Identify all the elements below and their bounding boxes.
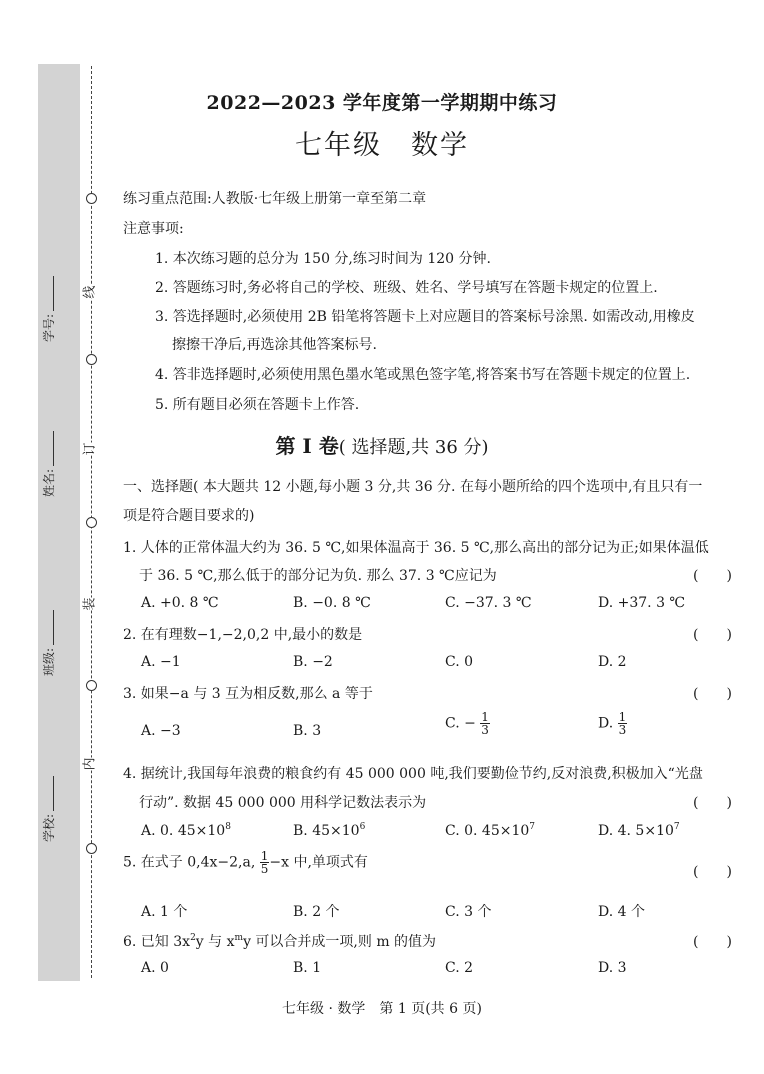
- exponent: 2: [190, 933, 196, 943]
- fraction: [260, 850, 270, 875]
- binding-hole: [86, 193, 97, 204]
- class-line: [43, 610, 54, 645]
- option-c-prefix: C. −: [445, 715, 476, 732]
- cut-mark-ding: 订: [82, 442, 98, 456]
- notice-item: 3. 答选择题时,必须使用 2B 铅笔将答题卡上对应题目的答案标号涂黑. 如需改动,用橡皮: [155, 309, 695, 325]
- question-2-stem: 2. 在有理数−1,−2,0,2 中,最小的数是: [123, 627, 363, 643]
- notice-item: 2. 答题练习时,务必将自己的学校、班级、姓名、学号填写在答题卡规定的位置上.: [155, 280, 658, 296]
- q6-part: 6. 已知 3x: [123, 934, 191, 950]
- exam-title: 2022—2023 学年度第一学期期中练习: [206, 92, 558, 114]
- option-a: A. −3: [141, 723, 181, 739]
- notice-item: 4. 答非选择题时,必须使用黑色墨水笔或黑色签字笔,将答案书写在答题卡规定的位置上.: [155, 367, 691, 383]
- exponent: m: [234, 933, 244, 943]
- answer-bracket: ( ): [693, 864, 732, 880]
- fraction-denominator: 3: [618, 723, 627, 737]
- binding-hole: [86, 354, 97, 365]
- fraction: [480, 711, 490, 736]
- question-6-stem: [123, 931, 436, 951]
- option-b: B. 1: [293, 960, 322, 976]
- option-c: [445, 822, 535, 839]
- option-c: C. 2: [445, 960, 474, 976]
- subject-title: 七年级 数学: [295, 130, 469, 161]
- question-1-stem-continued: 于 36. 5 ℃,那么低于的部分记为负. 那么 37. 3 ℃应记为: [139, 568, 497, 584]
- exponent: 7: [673, 822, 680, 832]
- school-line: [43, 776, 54, 811]
- option-a: A. +0. 8 ℃: [141, 595, 219, 611]
- school-field: [40, 776, 57, 842]
- fraction-denominator: 5: [260, 862, 269, 876]
- name-label: 姓名:: [42, 468, 56, 497]
- student-id-label: 学号:: [42, 313, 56, 342]
- option-c: [445, 711, 490, 736]
- question-5-prefix: 5. 在式子 0,4x−2,a,: [123, 854, 256, 871]
- fraction-numerator: 1: [618, 710, 627, 724]
- question-5-suffix: −x 中,单项式有: [269, 854, 368, 871]
- notice-item-continued: 擦擦干净后,再选涂其他答案标号.: [172, 337, 377, 353]
- option-b: B. −2: [293, 654, 333, 670]
- answer-bracket: ( ): [693, 934, 732, 950]
- binding-hole: [86, 843, 97, 854]
- class-field: [40, 610, 57, 676]
- option-b: B. 3: [293, 723, 322, 739]
- notice-item: 1. 本次练习题的总分为 150 分,练习时间为 120 分钟.: [155, 251, 491, 267]
- student-id-field: [40, 276, 57, 342]
- notice-title: 注意事项:: [123, 221, 184, 237]
- section-label: 第 Ⅰ 卷: [275, 434, 339, 458]
- answer-bracket: ( ): [693, 627, 732, 643]
- question-4-stem: 4. 据统计,我国每年浪费的粮食约有 45 000 000 吨,我们要勤俭节约,反对浪费,积极加入“光盘: [123, 766, 703, 782]
- q6-part: y 可以合并成一项,则 m 的值为: [243, 934, 437, 950]
- option-b: B. −0. 8 ℃: [293, 595, 371, 611]
- fraction-denominator: 3: [481, 723, 489, 737]
- question-5-stem: [123, 850, 368, 875]
- exponent: 8: [225, 822, 231, 832]
- answer-bracket: ( ): [693, 795, 732, 811]
- option-a: A. −1: [141, 654, 181, 670]
- answer-bracket: ( ): [693, 686, 732, 702]
- fraction: [618, 711, 628, 736]
- school-label: 学校:: [42, 813, 56, 842]
- cut-mark-nei: 内: [82, 757, 98, 771]
- option-c: C. 0: [445, 654, 474, 670]
- question-3-stem: 3. 如果−a 与 3 互为相反数,那么 a 等于: [123, 686, 373, 702]
- cut-mark-zhuang: 装: [82, 597, 98, 611]
- q6-part: y 与 x: [195, 934, 235, 950]
- question-1-stem: 1. 人体的正常体温大约为 36. 5 ℃,如果体温高于 36. 5 ℃,那么高出的部分记为正;如果体温低: [123, 540, 709, 556]
- option-c-base: C. 0. 45×10: [445, 823, 530, 839]
- option-a: [141, 822, 231, 839]
- option-a: A. 0: [141, 960, 169, 976]
- exponent: 7: [529, 822, 536, 832]
- binding-sidebar: [38, 64, 80, 981]
- cut-mark-xian: 线: [82, 285, 98, 299]
- option-d: D. 2: [598, 654, 627, 670]
- option-a-base: A. 0. 45×10: [141, 823, 226, 839]
- option-b-base: B. 45×10: [293, 823, 360, 839]
- part-instruction: 一、选择题( 本大题共 12 小题,每小题 3 分,共 36 分. 在每小题所给的四个选项中,有且只有一: [123, 479, 703, 495]
- section-heading: [0, 430, 764, 459]
- fraction-numerator: 1: [481, 710, 489, 724]
- fraction-numerator: 1: [260, 849, 269, 863]
- page-footer: 七年级 · 数学 第 1 页(共 6 页): [282, 1001, 482, 1017]
- answer-bracket: ( ): [693, 568, 732, 584]
- option-d: [598, 822, 680, 839]
- binding-hole: [86, 517, 97, 528]
- class-label: 班级:: [42, 647, 56, 676]
- question-4-stem-continued: 行动”. 数据 45 000 000 用科学记数法表示为: [139, 795, 427, 811]
- option-c: C. 3 个: [445, 904, 492, 920]
- scope-text: 练习重点范围:人教版·七年级上册第一章至第二章: [123, 191, 427, 207]
- option-c: C. −37. 3 ℃: [445, 595, 532, 611]
- option-d-prefix: D.: [598, 715, 614, 732]
- option-b: [293, 822, 365, 839]
- student-id-line: [43, 276, 54, 311]
- option-b: B. 2 个: [293, 904, 340, 920]
- option-d-base: D. 4. 5×10: [598, 823, 674, 839]
- option-d: D. 3: [598, 960, 627, 976]
- binding-hole: [86, 680, 97, 691]
- part-instruction-continued: 项是符合题目要求的): [123, 508, 255, 524]
- section-note: ( 选择题,共 36 分): [338, 437, 489, 458]
- option-d: D. +37. 3 ℃: [598, 595, 686, 611]
- exponent: 6: [359, 822, 366, 832]
- option-d: D. 4 个: [598, 904, 645, 920]
- notice-item: 5. 所有题目必须在答题卡上作答.: [155, 397, 360, 413]
- option-d: [598, 711, 627, 736]
- option-a: A. 1 个: [141, 904, 188, 920]
